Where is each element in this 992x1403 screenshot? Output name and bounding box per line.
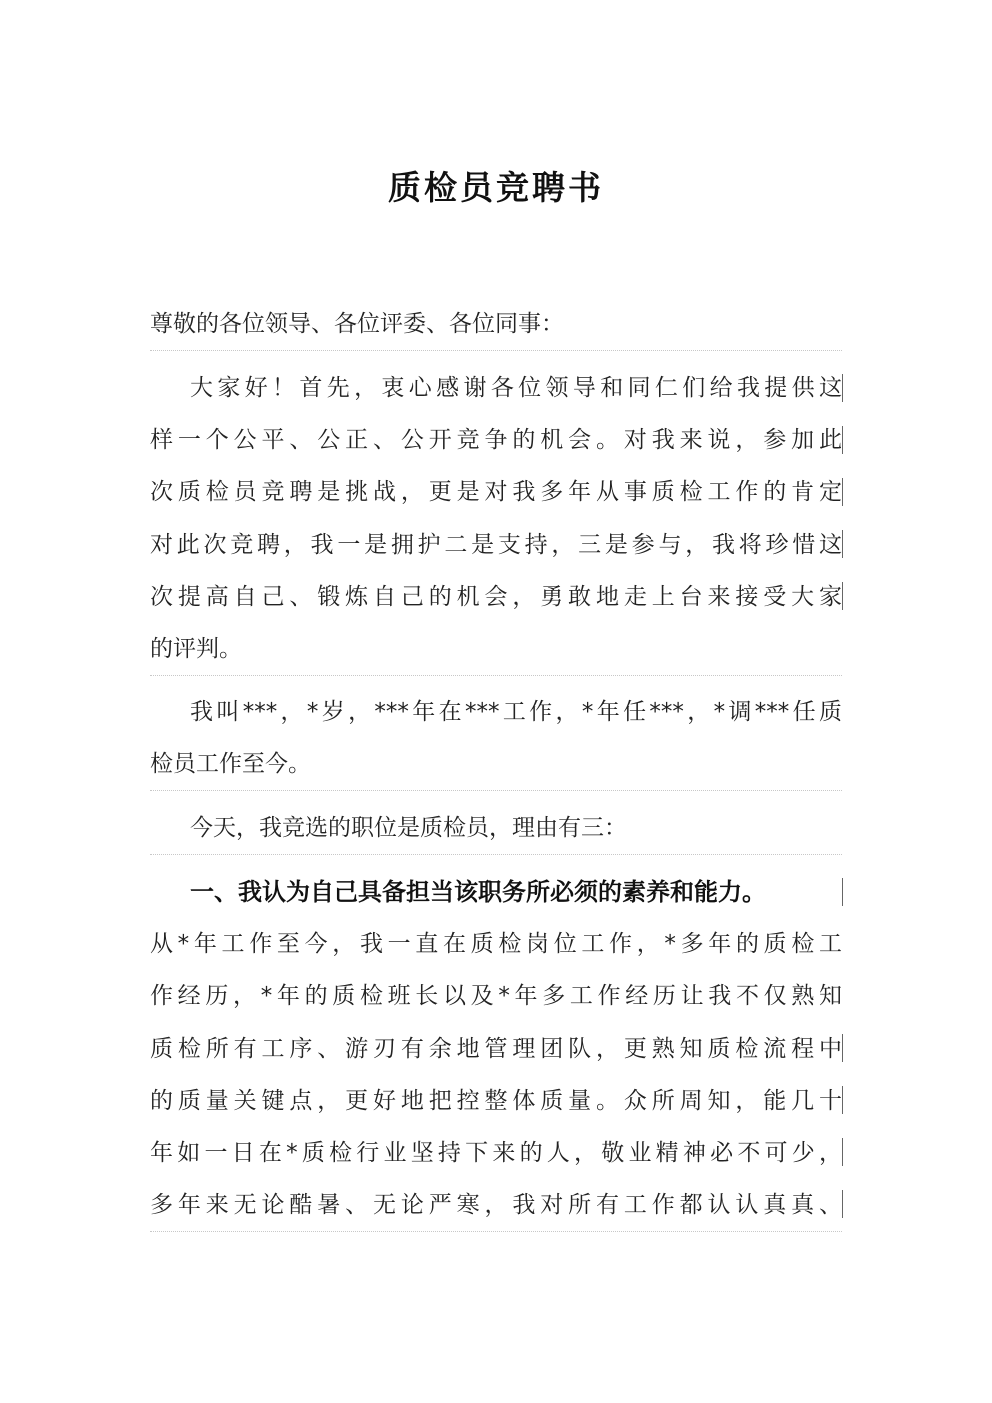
margin-mark <box>842 1138 843 1166</box>
paragraph-line: 大家好！首先，衷心感谢各位领导和同仁们给我提供这 <box>190 375 842 401</box>
margin-mark <box>842 582 843 610</box>
margin-mark <box>842 878 843 906</box>
paragraph-line: 的评判。 <box>150 635 242 662</box>
paragraph-line: 今天，我竞选的职位是质检员，理由有三： <box>190 815 627 841</box>
paragraph-line: 对此次竞聘，我一是拥护二是支持，三是参与，我将珍惜这 <box>150 531 842 558</box>
margin-mark <box>842 530 843 558</box>
salutation-block <box>150 298 842 351</box>
margin-mark <box>842 374 843 402</box>
paragraph-line: 多年来无论酷暑、无论严寒，我对所有工作都认认真真、 <box>150 1192 842 1219</box>
paragraph-4 <box>150 866 842 1232</box>
paragraph-line: 样一个公平、公正、公开竞争的机会。对我来说，参加此 <box>150 427 842 454</box>
margin-mark <box>842 1034 843 1062</box>
paragraph-line: 从*年工作至今，我一直在质检岗位工作，*多年的质检工 <box>150 931 842 958</box>
margin-mark <box>842 426 843 454</box>
section-heading: 一、我认为自己具备担当该职务所必须的素养和能力。 <box>190 878 766 906</box>
document-title: 质检员竞聘书 <box>388 168 604 207</box>
paragraph-line: 次质检员竞聘是挑战，更是对我多年从事质检工作的肯定 <box>150 479 842 506</box>
paragraph-3 <box>150 802 842 855</box>
paragraph-line: 作经历，*年的质检班长以及*年多工作经历让我不仅熟知 <box>150 983 842 1010</box>
paragraph-1 <box>150 362 842 676</box>
paragraph-line: 我叫***，*岁，***年在***工作，*年任***，*调***任质 <box>190 699 842 725</box>
paragraph-line: 的质量关键点，更好地把控整体质量。众所周知，能几十 <box>150 1087 842 1114</box>
margin-mark <box>842 1190 843 1218</box>
salutation: 尊敬的各位领导、各位评委、各位同事： <box>150 311 564 337</box>
margin-mark <box>842 1086 843 1114</box>
margin-mark <box>842 478 843 506</box>
paragraph-line: 年如一日在*质检行业坚持下来的人，敬业精神必不可少， <box>150 1139 842 1166</box>
paragraph-line: 检员工作至今。 <box>150 751 311 778</box>
paragraph-2 <box>150 686 842 791</box>
paragraph-line: 质检所有工序、游刃有余地管理团队，更熟知质检流程中 <box>150 1035 842 1062</box>
paragraph-line: 次提高自己、锻炼自己的机会，勇敢地走上台来接受大家 <box>150 583 842 610</box>
